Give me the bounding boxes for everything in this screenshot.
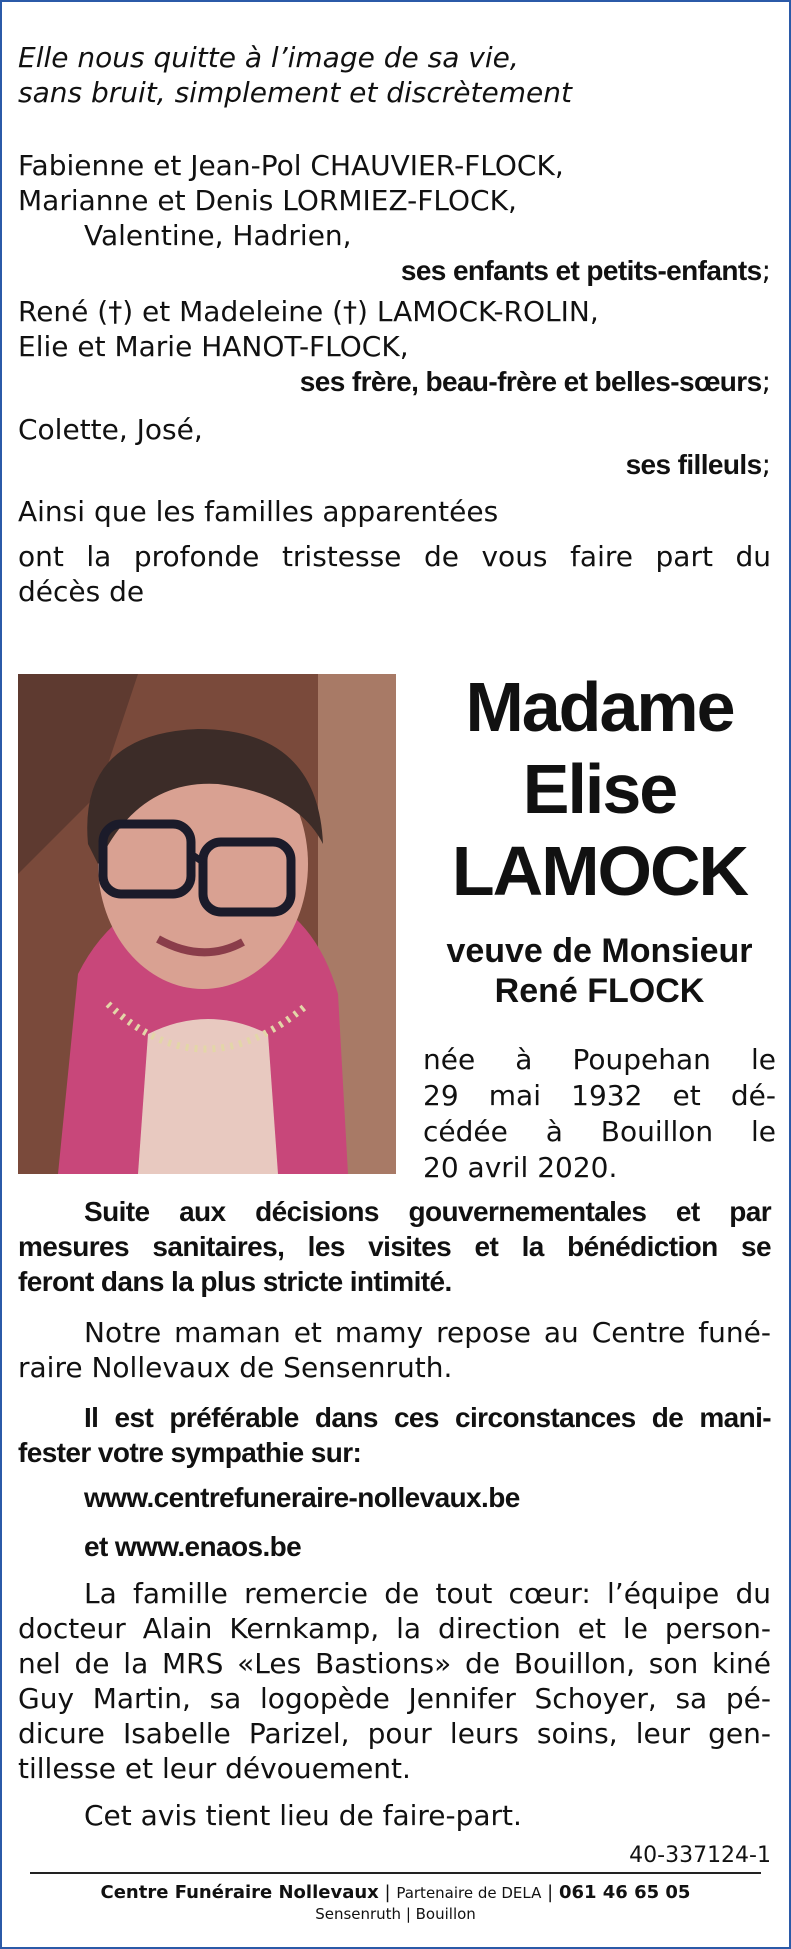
intro-line: sans bruit, simplement et discrètement [18,76,572,109]
phone-number: 061 46 65 05 [558,1882,691,1903]
notice-line: feront dans la plus stricte intimité. [18,1266,452,1297]
reference-number: 40-337124-1 [629,1843,771,1868]
grandchildren-line: Valentine, Hadrien, [84,219,352,252]
children-label-punct: ; [761,254,771,287]
children-label [18,253,771,288]
notice-line: Suite aux décisions gouvernementales et par [84,1196,771,1227]
siblings-line: René (†) et Madeleine (†) LAMOCK-ROLIN, [18,295,599,328]
thanks-line: dicure Isabelle Parizel, pour leurs soins, leur gen- [18,1717,771,1750]
thanks-line: docteur Alain Kernkamp, la direction et le person- [18,1612,771,1645]
children-label-text: ses enfants et petits-enfants [400,255,762,286]
families-line: Ainsi que les familles apparentées [18,495,499,528]
footer-divider [30,1872,761,1874]
sympathy-url-link[interactable]: www.centrefuneraire-nollevaux.be [84,1482,520,1513]
godchildren-label-punct: ; [761,448,771,481]
deceased-title: Madame [465,668,734,746]
widow-line: veuve de Monsieur [446,932,753,970]
godchildren-line: Colette, José, [18,413,203,446]
partner-text: Partenaire de DELA [396,1884,542,1902]
thanks-line: nel de la MRS «Les Bastions» de Bouillon, son kiné [18,1647,771,1680]
families-line: décès de [18,575,145,608]
closing-line: Cet avis tient lieu de faire-part. [84,1799,522,1832]
rest-line: raire Nollevaux de Sensenruth. [18,1351,453,1384]
company-name: Centre Funéraire Nollevaux [100,1882,379,1903]
deceased-first-name: Elise [522,750,677,828]
thanks-line: tillesse et leur dévouement. [18,1752,411,1785]
portrait-photo [18,674,396,1174]
sympathy-url-link[interactable]: et www.enaos.be [84,1531,302,1562]
birth-death-line: cédée à Bouillon le [423,1115,776,1148]
widow-line: René FLOCK [494,972,705,1010]
godchildren-label [18,447,771,482]
birth-death-line: née à Poupehan le [423,1043,776,1076]
deceased-last-name: LAMOCK [451,832,748,910]
birth-death-line: 20 avril 2020. [423,1151,618,1184]
siblings-line: Elie et Marie HANOT-FLOCK, [18,330,409,363]
children-line: Marianne et Denis LORMIEZ-FLOCK, [18,184,517,217]
thanks-line: Guy Martin, sa logopède Jennifer Schoyer, sa pé- [18,1682,771,1715]
intro-line: Elle nous quitte à l’image de sa vie, [18,41,519,74]
birth-death-line: 29 mai 1932 et dé- [423,1079,776,1112]
children-line: Fabienne et Jean-Pol CHAUVIER-FLOCK, [18,149,564,182]
thanks-line: La famille remercie de tout cœur: l’équipe du [84,1577,771,1610]
footer-locations: Sensenruth | Bouillon [315,1905,476,1923]
footer-separator: | [384,1882,391,1903]
notice-line: mesures sanitaires, les visites et la bénédiction se [18,1231,771,1262]
siblings-label [18,364,771,399]
footer-separator: | [547,1882,554,1903]
sympathy-line: fester votre sympathie sur: [18,1437,362,1468]
sympathy-line: Il est préférable dans ces circonstances de mani- [84,1402,771,1433]
footer-company-line [2,1882,789,1904]
siblings-label-text: ses frère, beau-frère et belles-sœurs [299,366,762,397]
rest-line: Notre maman et mamy repose au Centre funé- [84,1316,771,1349]
portrait-illustration [18,674,396,1174]
families-line: ont la profonde tristesse de vous faire part du [18,540,771,573]
siblings-label-punct: ; [761,365,771,398]
godchildren-label-text: ses filleuls [625,449,762,480]
